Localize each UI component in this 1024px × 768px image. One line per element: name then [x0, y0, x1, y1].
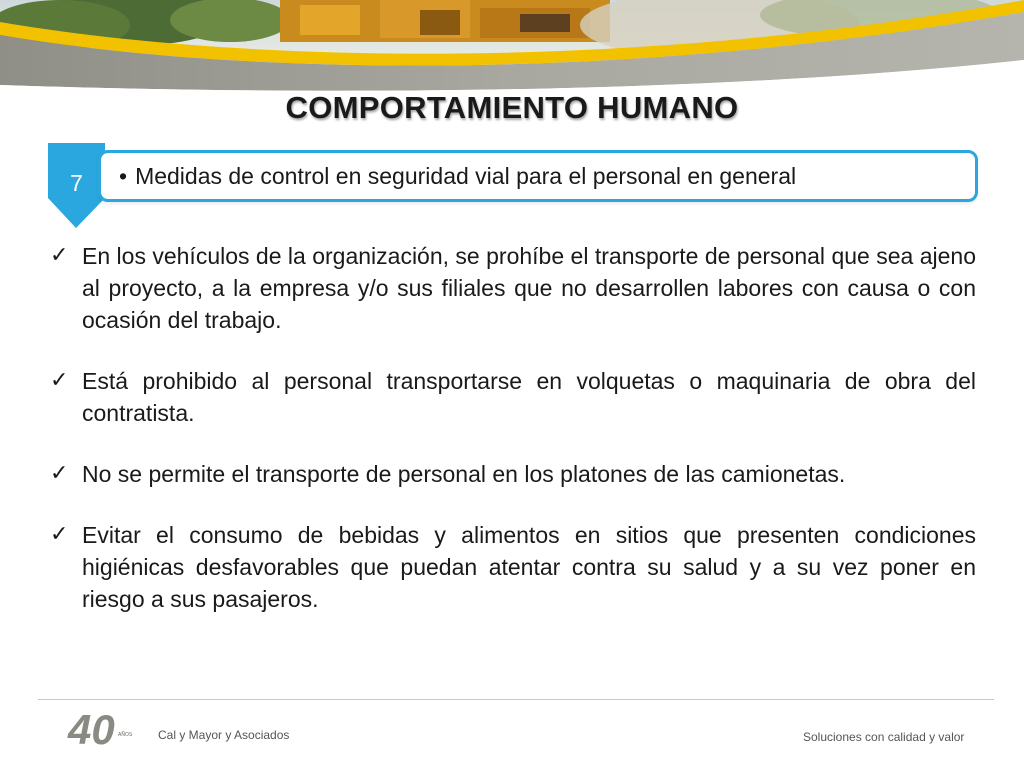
checklist-item-text: Evitar el consumo de bebidas y alimentos en sitios que presenten condiciones higiénicas desfavorables que puedan atentar contra su salud y a su vez poner en riesgo a sus pasajeros.: [82, 522, 976, 612]
page-title: COMPORTAMIENTO HUMANO: [285, 90, 739, 125]
section-heading: [119, 163, 796, 190]
checklist-item-text: No se permite el transporte de personal en los platones de las camionetas.: [82, 461, 846, 487]
section-heading-box: [98, 150, 978, 202]
check-icon: ✓: [50, 521, 69, 546]
logo-number: 40: [68, 706, 115, 750]
section-bullet: •: [119, 163, 128, 189]
checklist-item: [48, 365, 976, 429]
header-banner: [0, 0, 1024, 95]
construction-machinery-photo: [0, 0, 1024, 95]
footer-tagline: Soluciones con calidad y valor: [803, 730, 965, 744]
section-number: 7: [70, 170, 83, 196]
checklist-item: [48, 240, 976, 336]
company-logo: [66, 704, 156, 750]
logo-sub: AÑOS: [118, 732, 133, 738]
checklist-item: [48, 519, 976, 615]
footer-divider: [38, 699, 994, 700]
checklist-item: [48, 458, 976, 490]
checklist-item-text: En los vehículos de la organización, se prohíbe el transporte de personal que sea ajeno al proyecto, a la empresa y/o sus filiales que no desarrollen labores con causa o con ocasión del trabajo.: [82, 243, 976, 333]
company-name: Cal y Mayor y Asociados: [158, 728, 290, 742]
check-icon: ✓: [50, 460, 69, 485]
checklist: [48, 240, 976, 644]
checklist-item-text: Está prohibido al personal transportarse en volquetas o maquinaria de obra del contratista.: [82, 368, 976, 426]
section-heading-text: Medidas de control en seguridad vial para el personal en general: [135, 163, 797, 189]
check-icon: ✓: [50, 242, 69, 267]
check-icon: ✓: [50, 367, 69, 392]
